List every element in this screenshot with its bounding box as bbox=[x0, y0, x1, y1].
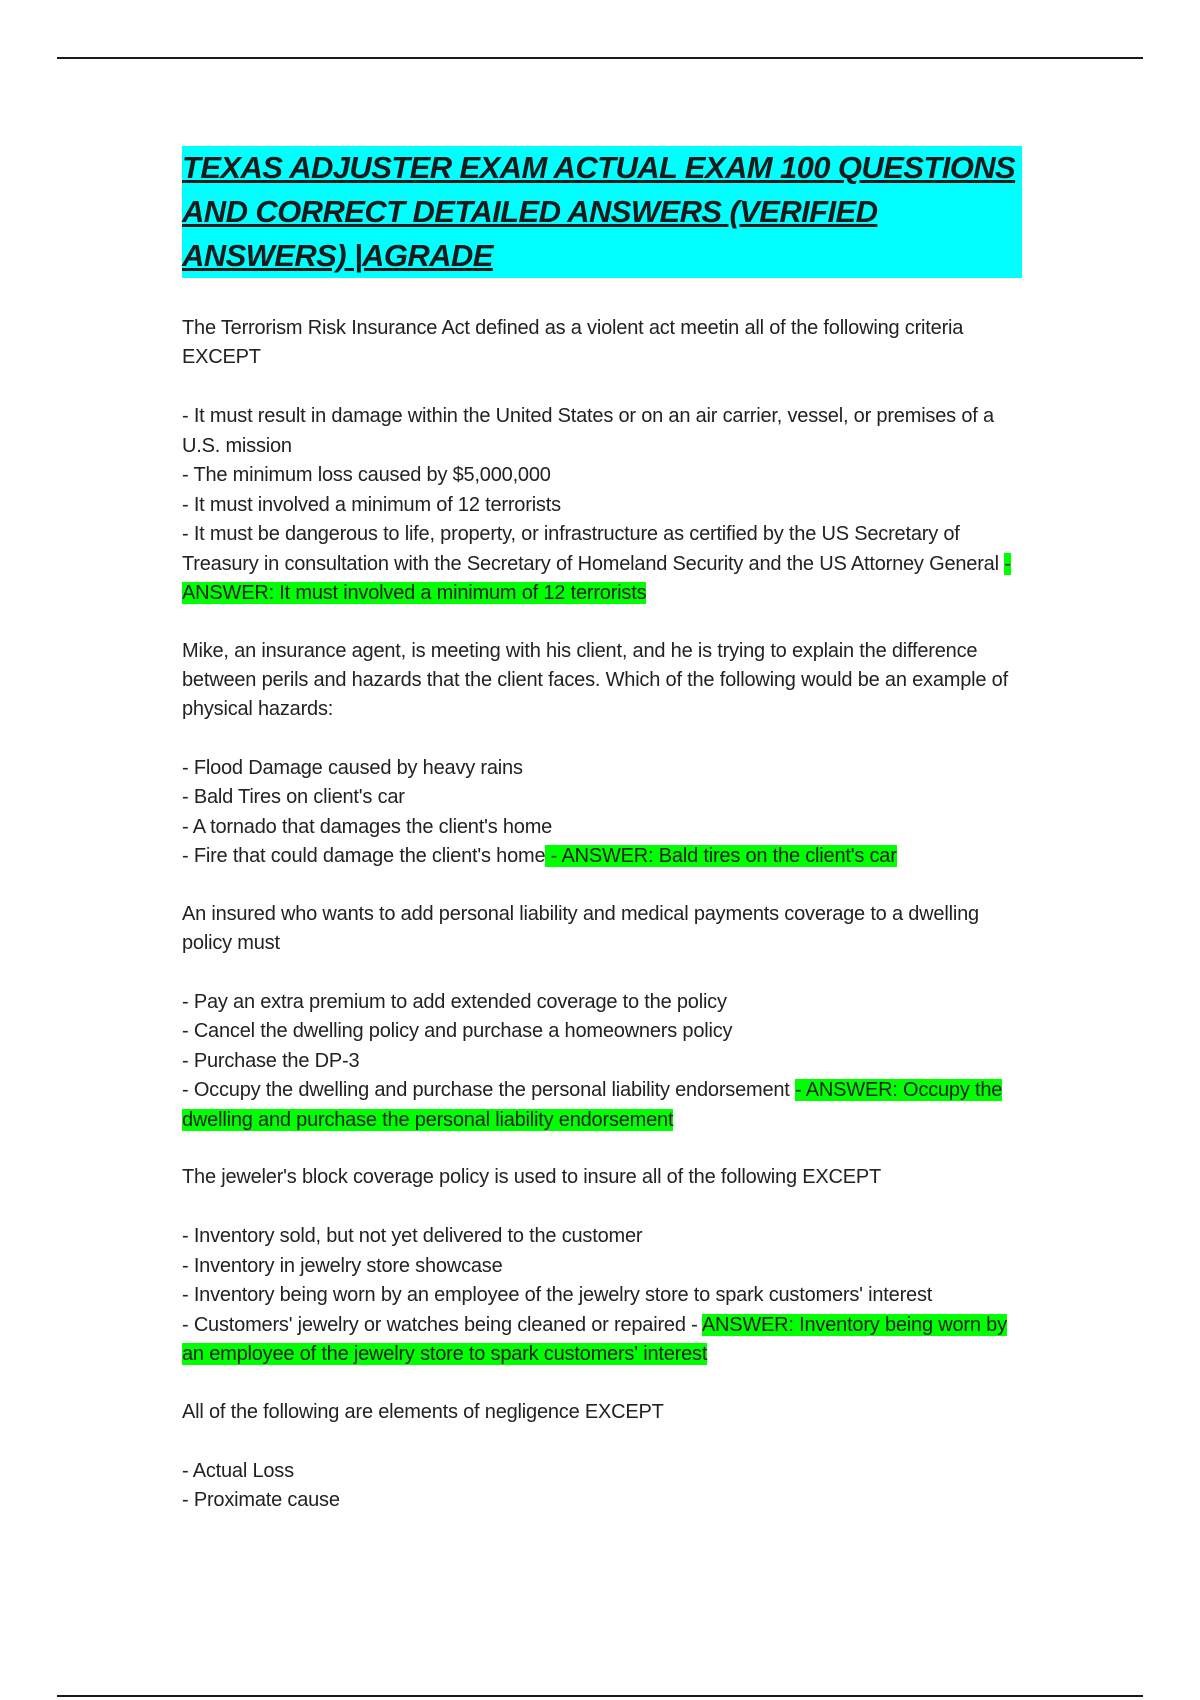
option-list bbox=[182, 754, 1022, 872]
answer-highlight: - ANSWER: It must involved a minimum of 12 terrorists bbox=[182, 552, 1011, 604]
option-text: - Fire that could damage the client's home bbox=[182, 845, 546, 867]
title-line-2: AND CORRECT DETAILED ANSWERS (VERIFIED bbox=[182, 194, 878, 229]
bottom-rule bbox=[57, 1695, 1143, 1697]
option-item: - Purchase the DP-3 bbox=[182, 1049, 360, 1072]
option-item: - Inventory sold, but not yet delivered to the customer bbox=[182, 1225, 643, 1247]
answer-highlight: - ANSWER: Occupy the dwelling and purchase the personal liability endorsement bbox=[182, 1079, 1003, 1131]
question-text: All of the following are elements of negligence EXCEPT bbox=[182, 1400, 664, 1423]
option-text: - Customers' jewelry or watches being cleaned or repaired - bbox=[182, 1313, 702, 1336]
option-item: - The minimum loss caused by $5,000,000 bbox=[182, 464, 551, 486]
option-item: - Inventory being worn by an employee of the jewelry store to spark customers' interest bbox=[182, 1284, 933, 1306]
option-item: - It must result in damage within the United States or on an air carrier, vessel, or premises of a U.S. mission bbox=[182, 405, 994, 457]
option-item bbox=[182, 520, 1022, 609]
option-item: - Actual Loss bbox=[182, 1459, 294, 1482]
option-text: - It must be dangerous to life, property, or infrastructure as certified by the US Secretary of Treasury in consultation with the Secretary of Homeland Security and the US Attorney General bbox=[182, 523, 1005, 575]
title-line-3: ANSWERS) |AGRADE bbox=[182, 238, 493, 273]
answer-highlight: ANSWER: Inventory being worn by an employee of the jewelry store to spark customers' interest bbox=[182, 1313, 1007, 1365]
option-text: - Occupy the dwelling and purchase the personal liability endorsement bbox=[182, 1079, 796, 1101]
option-item: - A tornado that damages the client's home bbox=[182, 815, 553, 838]
option-item: - Proximate cause bbox=[182, 1489, 340, 1511]
option-item: - It must involved a minimum of 12 terrorists bbox=[182, 493, 561, 516]
question-text: Mike, an insurance agent, is meeting with his client, and he is trying to explain the difference between perils and hazards that the client faces. Which of the following would be an example of physical hazards: bbox=[182, 639, 1008, 720]
title-line-1: TEXAS ADJUSTER EXAM ACTUAL EXAM 100 QUESTIONS bbox=[182, 150, 1016, 185]
option-item: - Flood Damage caused by heavy rains bbox=[182, 756, 523, 779]
option-list bbox=[182, 1222, 1022, 1370]
option-list bbox=[182, 988, 1022, 1136]
option-item: - Cancel the dwelling policy and purchase a homeowners policy bbox=[182, 1020, 733, 1042]
option-item: - Inventory in jewelry store showcase bbox=[182, 1254, 503, 1277]
option-list bbox=[182, 402, 1022, 609]
option-list bbox=[182, 1457, 1022, 1516]
question-text: An insured who wants to add personal liability and medical payments coverage to a dwelling policy must bbox=[182, 902, 979, 954]
question-block-2 bbox=[182, 637, 1022, 872]
option-item bbox=[182, 842, 1022, 872]
question-block-4 bbox=[182, 1163, 1022, 1370]
question-text: The Terrorism Risk Insurance Act defined as a violent act meetin all of the following criteria EXCEPT bbox=[182, 317, 964, 368]
question-block-5 bbox=[182, 1398, 1022, 1516]
option-item bbox=[182, 1311, 1022, 1370]
question-block-1 bbox=[182, 314, 1022, 609]
option-item: - Pay an extra premium to add extended coverage to the policy bbox=[182, 990, 727, 1013]
option-item: - Bald Tires on client's car bbox=[182, 786, 405, 808]
document-title bbox=[182, 146, 1022, 278]
document-body bbox=[182, 146, 1022, 1516]
question-text: The jeweler's block coverage policy is used to insure all of the following EXCEPT bbox=[182, 1166, 882, 1188]
answer-highlight: - ANSWER: Bald tires on the client's car bbox=[545, 845, 897, 867]
top-rule bbox=[57, 57, 1143, 59]
question-block-3 bbox=[182, 900, 1022, 1136]
option-item bbox=[182, 1076, 1022, 1135]
